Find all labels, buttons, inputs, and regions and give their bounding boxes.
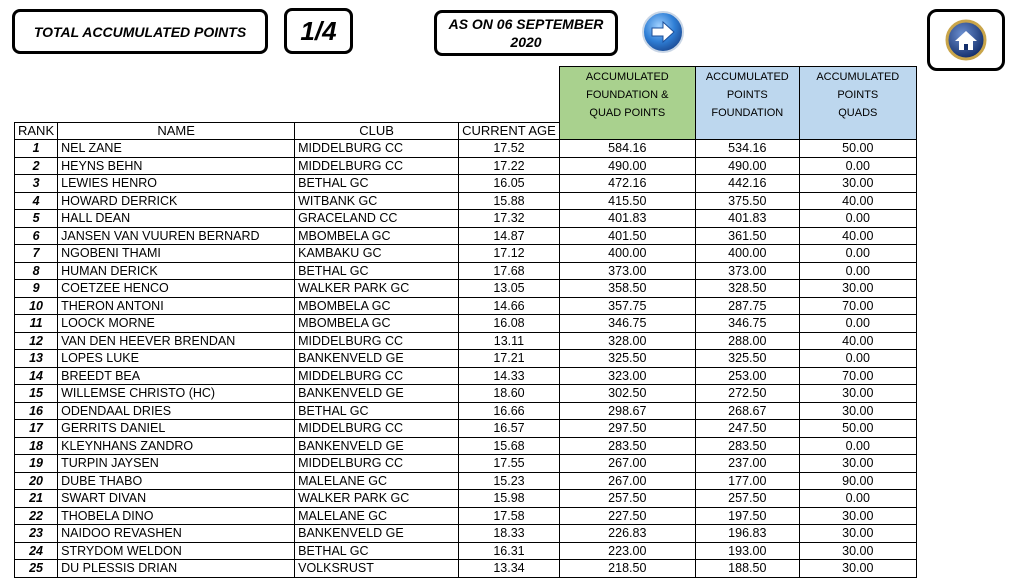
- total-points-cell: 223.00: [559, 542, 695, 560]
- table-row: [15, 245, 917, 263]
- rank-cell: 22: [15, 507, 58, 525]
- quad-points-cell: 0.00: [799, 245, 916, 263]
- home-icon: [945, 19, 987, 61]
- table-row: [15, 367, 917, 385]
- table-row: [15, 385, 917, 403]
- total-points-cell: 472.16: [559, 175, 695, 193]
- name-cell: GERRITS DANIEL: [58, 420, 295, 438]
- age-cell: 14.66: [459, 297, 560, 315]
- foundation-points-cell: 325.50: [695, 350, 799, 368]
- age-cell: 17.22: [459, 157, 560, 175]
- header-age: CURRENT AGE: [459, 122, 560, 140]
- age-cell: 13.05: [459, 280, 560, 298]
- quad-points-cell: 90.00: [799, 472, 916, 490]
- rank-cell: 11: [15, 315, 58, 333]
- foundation-points-cell: 287.75: [695, 297, 799, 315]
- arrow-right-icon: [641, 10, 685, 54]
- name-cell: JANSEN VAN VUUREN BERNARD: [58, 227, 295, 245]
- table-row: [15, 175, 917, 193]
- table-row: [15, 350, 917, 368]
- club-cell: BANKENVELD GE: [295, 385, 459, 403]
- name-cell: DU PLESSIS DRIAN: [58, 560, 295, 578]
- club-cell: MBOMBELA GC: [295, 297, 459, 315]
- table-row: [15, 315, 917, 333]
- quad-points-cell: 0.00: [799, 350, 916, 368]
- total-points-cell: 401.83: [559, 210, 695, 228]
- foundation-points-cell: 442.16: [695, 175, 799, 193]
- name-cell: LOPES LUKE: [58, 350, 295, 368]
- total-points-cell: 490.00: [559, 157, 695, 175]
- table-row: [15, 525, 917, 543]
- foundation-points-cell: 361.50: [695, 227, 799, 245]
- rank-cell: 12: [15, 332, 58, 350]
- rank-cell: 13: [15, 350, 58, 368]
- age-cell: 17.55: [459, 455, 560, 473]
- foundation-points-cell: 196.83: [695, 525, 799, 543]
- rank-cell: 23: [15, 525, 58, 543]
- page-title-text: TOTAL ACCUMULATED POINTS: [33, 23, 247, 40]
- table-row: [15, 455, 917, 473]
- total-points-cell: 227.50: [559, 507, 695, 525]
- name-cell: HOWARD DERRICK: [58, 192, 295, 210]
- club-cell: BANKENVELD GE: [295, 350, 459, 368]
- points-table: [14, 66, 917, 578]
- rank-cell: 21: [15, 490, 58, 508]
- table-row: [15, 140, 917, 158]
- name-cell: HEYNS BEHN: [58, 157, 295, 175]
- quad-points-cell: 0.00: [799, 210, 916, 228]
- club-cell: MALELANE GC: [295, 507, 459, 525]
- table-row: [15, 332, 917, 350]
- age-cell: 16.31: [459, 542, 560, 560]
- name-cell: DUBE THABO: [58, 472, 295, 490]
- foundation-points-cell: 272.50: [695, 385, 799, 403]
- club-cell: WITBANK GC: [295, 192, 459, 210]
- name-cell: HALL DEAN: [58, 210, 295, 228]
- header-q-line-2: POINTS: [837, 89, 879, 101]
- total-points-cell: 257.50: [559, 490, 695, 508]
- table-body: [15, 140, 917, 578]
- header-q-line-1: ACCUMULATED: [816, 71, 900, 83]
- rank-cell: 3: [15, 175, 58, 193]
- age-cell: 16.66: [459, 402, 560, 420]
- rank-cell: 19: [15, 455, 58, 473]
- quad-points-cell: 30.00: [799, 525, 916, 543]
- name-cell: SWART DIVAN: [58, 490, 295, 508]
- page-title: [12, 9, 268, 54]
- club-cell: WALKER PARK GC: [295, 280, 459, 298]
- quad-points-cell: 40.00: [799, 192, 916, 210]
- foundation-points-cell: 288.00: [695, 332, 799, 350]
- name-cell: TURPIN JAYSEN: [58, 455, 295, 473]
- total-points-cell: 346.75: [559, 315, 695, 333]
- name-cell: BREEDT BEA: [58, 367, 295, 385]
- name-cell: STRYDOM WELDON: [58, 542, 295, 560]
- total-points-cell: 323.00: [559, 367, 695, 385]
- header-f-line-1: ACCUMULATED: [705, 71, 789, 83]
- date-label: [434, 10, 618, 56]
- age-cell: 14.87: [459, 227, 560, 245]
- rank-cell: 4: [15, 192, 58, 210]
- age-cell: 13.34: [459, 560, 560, 578]
- club-cell: BETHAL GC: [295, 542, 459, 560]
- foundation-points-cell: 283.50: [695, 437, 799, 455]
- header-fq-line-3: QUAD POINTS: [589, 107, 666, 119]
- foundation-points-cell: 346.75: [695, 315, 799, 333]
- age-cell: 13.11: [459, 332, 560, 350]
- total-points-cell: 218.50: [559, 560, 695, 578]
- table-row: [15, 157, 917, 175]
- table-row: [15, 560, 917, 578]
- club-cell: MIDDELBURG CC: [295, 157, 459, 175]
- name-cell: WILLEMSE CHRISTO (HC): [58, 385, 295, 403]
- club-cell: GRACELAND CC: [295, 210, 459, 228]
- total-points-cell: 401.50: [559, 227, 695, 245]
- table-row: [15, 280, 917, 298]
- total-points-cell: 325.50: [559, 350, 695, 368]
- name-cell: THOBELA DINO: [58, 507, 295, 525]
- club-cell: MBOMBELA GC: [295, 315, 459, 333]
- quad-points-cell: 0.00: [799, 315, 916, 333]
- date-line-2: 2020: [510, 34, 542, 50]
- table-row: [15, 210, 917, 228]
- name-cell: COETZEE HENCO: [58, 280, 295, 298]
- total-points-cell: 357.75: [559, 297, 695, 315]
- total-points-cell: 373.00: [559, 262, 695, 280]
- total-points-cell: 267.00: [559, 472, 695, 490]
- club-cell: BANKENVELD GE: [295, 437, 459, 455]
- total-points-cell: 400.00: [559, 245, 695, 263]
- age-cell: 17.12: [459, 245, 560, 263]
- table-row: [15, 402, 917, 420]
- foundation-points-cell: 490.00: [695, 157, 799, 175]
- total-points-cell: 267.00: [559, 455, 695, 473]
- name-cell: ODENDAAL DRIES: [58, 402, 295, 420]
- age-cell: 15.88: [459, 192, 560, 210]
- total-points-cell: 298.67: [559, 402, 695, 420]
- table-row: [15, 490, 917, 508]
- header-club: CLUB: [295, 122, 459, 140]
- foundation-points-cell: 401.83: [695, 210, 799, 228]
- club-cell: BANKENVELD GE: [295, 525, 459, 543]
- rank-cell: 17: [15, 420, 58, 438]
- total-points-cell: 328.00: [559, 332, 695, 350]
- total-points-cell: 226.83: [559, 525, 695, 543]
- header-spacer: [15, 67, 560, 123]
- date-line-1: AS ON 06 SEPTEMBER: [448, 16, 604, 32]
- quad-points-cell: 30.00: [799, 385, 916, 403]
- quad-points-cell: 30.00: [799, 560, 916, 578]
- quad-points-cell: 30.00: [799, 402, 916, 420]
- table-row: [15, 227, 917, 245]
- age-cell: 17.52: [459, 140, 560, 158]
- rank-cell: 8: [15, 262, 58, 280]
- table-row: [15, 192, 917, 210]
- quad-points-cell: 40.00: [799, 332, 916, 350]
- age-cell: 15.23: [459, 472, 560, 490]
- table-row: [15, 420, 917, 438]
- age-cell: 16.57: [459, 420, 560, 438]
- foundation-points-cell: 247.50: [695, 420, 799, 438]
- quad-points-cell: 70.00: [799, 297, 916, 315]
- rank-cell: 15: [15, 385, 58, 403]
- foundation-points-cell: 268.67: [695, 402, 799, 420]
- foundation-points-cell: 177.00: [695, 472, 799, 490]
- club-cell: BETHAL GC: [295, 402, 459, 420]
- header-q-line-3: QUADS: [838, 107, 878, 119]
- rank-cell: 25: [15, 560, 58, 578]
- rank-cell: 6: [15, 227, 58, 245]
- foundation-points-cell: 188.50: [695, 560, 799, 578]
- age-cell: 14.33: [459, 367, 560, 385]
- quad-points-cell: 30.00: [799, 507, 916, 525]
- total-points-cell: 283.50: [559, 437, 695, 455]
- rank-cell: 16: [15, 402, 58, 420]
- quad-points-cell: 30.00: [799, 542, 916, 560]
- age-cell: 17.68: [459, 262, 560, 280]
- age-cell: 17.58: [459, 507, 560, 525]
- foundation-points-cell: 328.50: [695, 280, 799, 298]
- name-cell: LOOCK MORNE: [58, 315, 295, 333]
- foundation-points-cell: 534.16: [695, 140, 799, 158]
- foundation-points-cell: 193.00: [695, 542, 799, 560]
- table-row: [15, 507, 917, 525]
- rank-cell: 10: [15, 297, 58, 315]
- quad-points-cell: 0.00: [799, 490, 916, 508]
- age-cell: 16.05: [459, 175, 560, 193]
- age-cell: 18.60: [459, 385, 560, 403]
- header-name: NAME: [58, 122, 295, 140]
- quad-points-cell: 30.00: [799, 280, 916, 298]
- foundation-points-cell: 237.00: [695, 455, 799, 473]
- total-points-cell: 415.50: [559, 192, 695, 210]
- name-cell: NAIDOO REVASHEN: [58, 525, 295, 543]
- club-cell: KAMBAKU GC: [295, 245, 459, 263]
- name-cell: HUMAN DERICK: [58, 262, 295, 280]
- name-cell: NGOBENI THAMI: [58, 245, 295, 263]
- table-row: [15, 542, 917, 560]
- rank-cell: 1: [15, 140, 58, 158]
- foundation-points-cell: 253.00: [695, 367, 799, 385]
- name-cell: NEL ZANE: [58, 140, 295, 158]
- header-fq-line-1: ACCUMULATED: [585, 71, 669, 83]
- rank-cell: 14: [15, 367, 58, 385]
- age-cell: 15.68: [459, 437, 560, 455]
- total-points-cell: 584.16: [559, 140, 695, 158]
- name-cell: VAN DEN HEEVER BRENDAN: [58, 332, 295, 350]
- quad-points-cell: 50.00: [799, 140, 916, 158]
- quad-points-cell: 0.00: [799, 437, 916, 455]
- rank-cell: 18: [15, 437, 58, 455]
- age-cell: 18.33: [459, 525, 560, 543]
- quad-points-cell: 0.00: [799, 157, 916, 175]
- header-f-line-3: FOUNDATION: [711, 107, 784, 119]
- club-cell: MIDDELBURG CC: [295, 140, 459, 158]
- quad-points-cell: 70.00: [799, 367, 916, 385]
- home-button[interactable]: [927, 9, 1005, 71]
- club-cell: MIDDELBURG CC: [295, 420, 459, 438]
- rank-cell: 20: [15, 472, 58, 490]
- club-cell: VOLKSRUST: [295, 560, 459, 578]
- rank-cell: 7: [15, 245, 58, 263]
- quad-points-cell: 40.00: [799, 227, 916, 245]
- next-page-button[interactable]: [641, 10, 685, 54]
- foundation-points-cell: 373.00: [695, 262, 799, 280]
- rank-cell: 5: [15, 210, 58, 228]
- club-cell: MIDDELBURG CC: [295, 332, 459, 350]
- club-cell: MBOMBELA GC: [295, 227, 459, 245]
- club-cell: BETHAL GC: [295, 175, 459, 193]
- page-indicator: [284, 8, 353, 54]
- club-cell: MALELANE GC: [295, 472, 459, 490]
- name-cell: THERON ANTONI: [58, 297, 295, 315]
- table-row: [15, 472, 917, 490]
- quad-points-cell: 0.00: [799, 262, 916, 280]
- age-cell: 17.32: [459, 210, 560, 228]
- club-cell: WALKER PARK GC: [295, 490, 459, 508]
- name-cell: LEWIES HENRO: [58, 175, 295, 193]
- total-points-cell: 302.50: [559, 385, 695, 403]
- club-cell: MIDDELBURG CC: [295, 455, 459, 473]
- rank-cell: 24: [15, 542, 58, 560]
- rank-cell: 2: [15, 157, 58, 175]
- age-cell: 15.98: [459, 490, 560, 508]
- club-cell: MIDDELBURG CC: [295, 367, 459, 385]
- header-rank: RANK: [15, 122, 58, 140]
- table-row: [15, 437, 917, 455]
- header-fq-line-2: FOUNDATION &: [586, 89, 669, 101]
- total-points-cell: 297.50: [559, 420, 695, 438]
- age-cell: 17.21: [459, 350, 560, 368]
- header-quads: [799, 67, 916, 140]
- age-cell: 16.08: [459, 315, 560, 333]
- total-points-cell: 358.50: [559, 280, 695, 298]
- table-row: [15, 262, 917, 280]
- header-foundation: [695, 67, 799, 140]
- page-indicator-text: 1/4: [300, 15, 337, 46]
- club-cell: BETHAL GC: [295, 262, 459, 280]
- quad-points-cell: 30.00: [799, 175, 916, 193]
- foundation-points-cell: 257.50: [695, 490, 799, 508]
- foundation-points-cell: 400.00: [695, 245, 799, 263]
- foundation-points-cell: 197.50: [695, 507, 799, 525]
- quad-points-cell: 50.00: [799, 420, 916, 438]
- foundation-points-cell: 375.50: [695, 192, 799, 210]
- rank-cell: 9: [15, 280, 58, 298]
- name-cell: KLEYNHANS ZANDRO: [58, 437, 295, 455]
- quad-points-cell: 30.00: [799, 455, 916, 473]
- header-foundation-quad: [559, 67, 695, 140]
- header-f-line-2: POINTS: [726, 89, 768, 101]
- table-row: [15, 297, 917, 315]
